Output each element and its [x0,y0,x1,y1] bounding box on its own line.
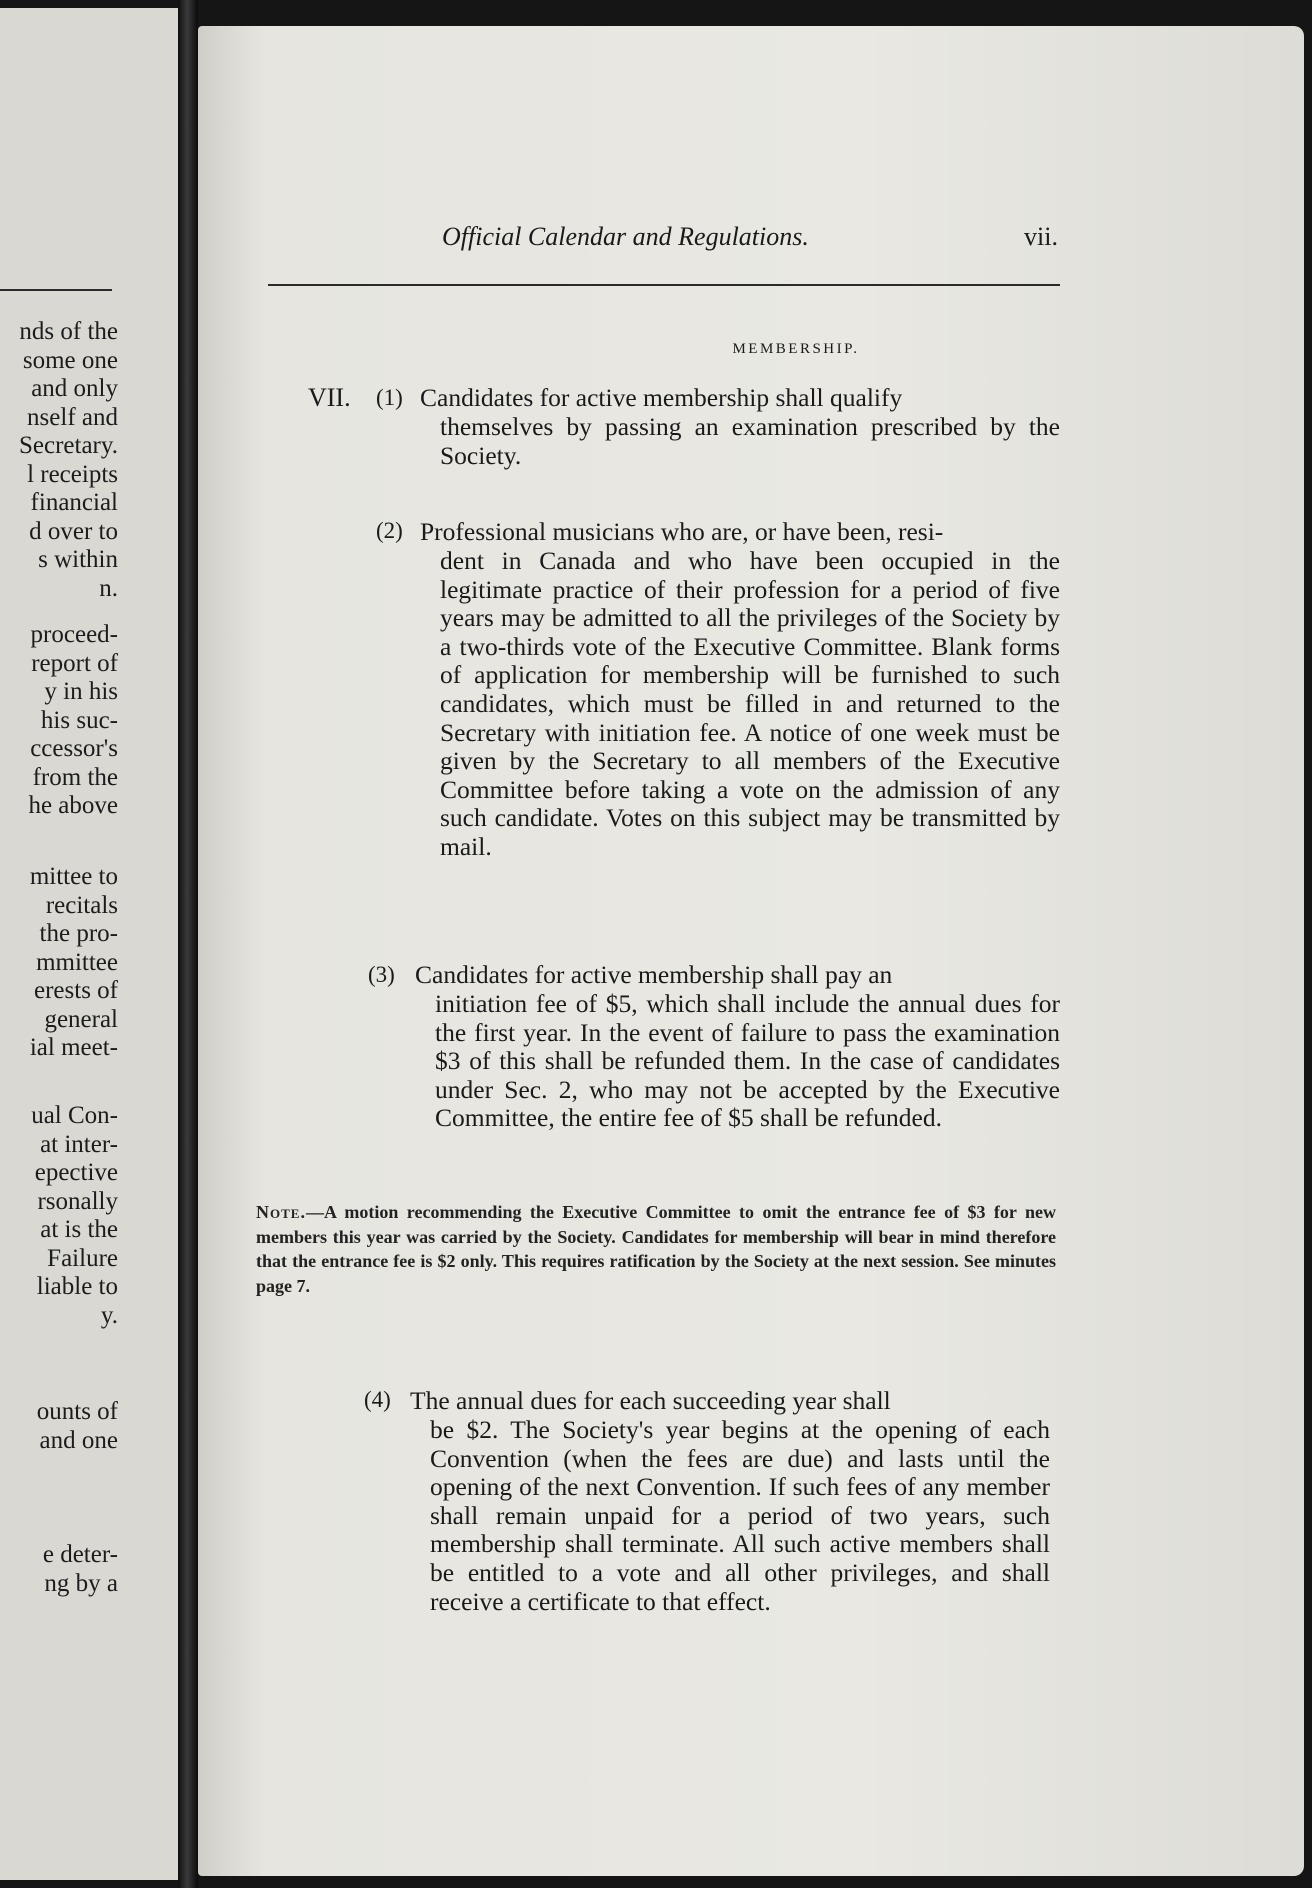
left-page-line: epective [34,1159,118,1186]
left-page-line: ual Con- [31,1102,118,1129]
note [256,1200,1056,1299]
left-page-line: d over to [29,517,118,545]
left-page-line: at is the [40,1216,118,1243]
left-page-line: his suc- [40,706,118,734]
left-page-block [0,1541,118,1598]
left-page-line: s within [38,546,118,573]
running-title: Official Calendar and Regulations. [442,222,809,251]
left-page-line: nds of the [19,318,118,345]
left-page-line: from the [32,763,118,791]
left-page-line: erests of [34,977,118,1004]
paragraph-3-first-line: Candidates for active membership shall pay an [415,960,893,989]
left-page-line: e deter- [42,1541,118,1568]
left-page-line: proceed- [30,621,118,648]
left-page-line: recitals [45,891,118,919]
left-page-line: some one [22,346,118,374]
paragraph-4-body: be $2. The Society's year begins at the opening of each Convention (when the fees are due) and lasts until the opening of the next Convention. If such fees of any member shall remain unpaid for a period of two years, such membership shall terminate. All such active members shall be entitled to a vote and all other privileges, and shall receive a certificate to that effect. [430,1415,1050,1616]
page-header [198,222,1304,262]
left-page-line: and only [31,375,118,402]
note-text: —A motion recommending the Executive Committee to omit the entrance fee of $3 for new members this year was carried by the Society. Candidates for membership will bear in mind therefore that the entrance fee is $2 only. This requires ratification by the Society at the next session. See minutes page 7. [256,1202,1056,1297]
header-rule [268,284,1060,286]
section-heading: MEMBERSHIP. [732,341,860,357]
left-page-line: at inter- [40,1130,118,1158]
paragraph-4-first-line: The annual dues for each succeeding year shall [410,1386,891,1415]
left-page-line: the pro- [39,920,118,947]
left-page-block [0,1102,118,1330]
paragraph-3-body: initiation fee of $5, which shall include the annual dues for the first year. In the event of failure to pass the examination $3 of this shall be refunded them. In the case of candidates under Sec. 2, who may not be accepted by the Executive Committee, the entire fee of $5 shall be refunded. [435,989,1060,1133]
book-binding [178,0,198,1888]
left-page-line: ng by a [44,1569,118,1597]
left-page-block [0,863,118,1063]
left-page-line: Failure [47,1244,118,1272]
left-page-block [0,318,118,603]
left-page-line: report of [31,649,118,677]
paragraph-2-body: dent in Canada and who have been occupied in the legitimate practice of their profession for a period of five years may be admitted to all the privileges of the Society by a two-thirds vote of the Executive Committee. Blank forms of application for membership will be furnished to such candidates, which must be filled in and returned to the Secretary with initiation fee. A notice of one week must be given by the Secretary to all members of the Executive Committee before taking a vote on the admission of any such candidate. Votes on this subject may be transmitted by mail. [440,546,1060,861]
page-number: vii. [1024,222,1058,251]
paragraph-number-3: (3) [368,962,395,987]
left-page-block [0,621,118,821]
left-page-line: y. [100,1301,118,1329]
left-page-line: ccessor's [30,735,118,762]
left-page-rule [0,289,112,291]
article-number: VII. [308,383,351,412]
left-page-line: l receipts [27,460,118,488]
paragraph-number-1: (1) [376,385,403,410]
left-page-block [0,1398,118,1455]
left-page-line: y in his [44,678,118,705]
paragraph-number-4: (4) [364,1387,391,1412]
left-page-fragment [0,8,178,1880]
left-page-line: and one [39,1426,118,1454]
left-page-line: ounts of [36,1398,118,1425]
left-page-line: n. [99,574,118,602]
paragraph-number-2: (2) [376,518,403,543]
paragraph-1-first-line: Candidates for active membership shall qualify [420,383,903,412]
left-page-line: ial meet- [29,1034,118,1061]
note-label: Note. [256,1202,306,1222]
left-page-line: rsonally [37,1187,118,1215]
left-page-line: mittee to [29,863,118,890]
left-page-line: financial [30,489,118,516]
paragraph-1-body: themselves by passing an examination prescribed by the Society. [440,412,1060,470]
left-page-line: liable to [36,1273,118,1300]
right-page [198,26,1304,1876]
left-page-line: general [44,1005,118,1033]
left-page-line: mmittee [36,948,118,976]
left-page-line: Secretary. [18,432,118,459]
left-page-line: he above [28,792,118,819]
left-page-line: nself and [27,403,118,431]
paragraph-2-first-line: Professional musicians who are, or have been, resi- [420,517,944,546]
